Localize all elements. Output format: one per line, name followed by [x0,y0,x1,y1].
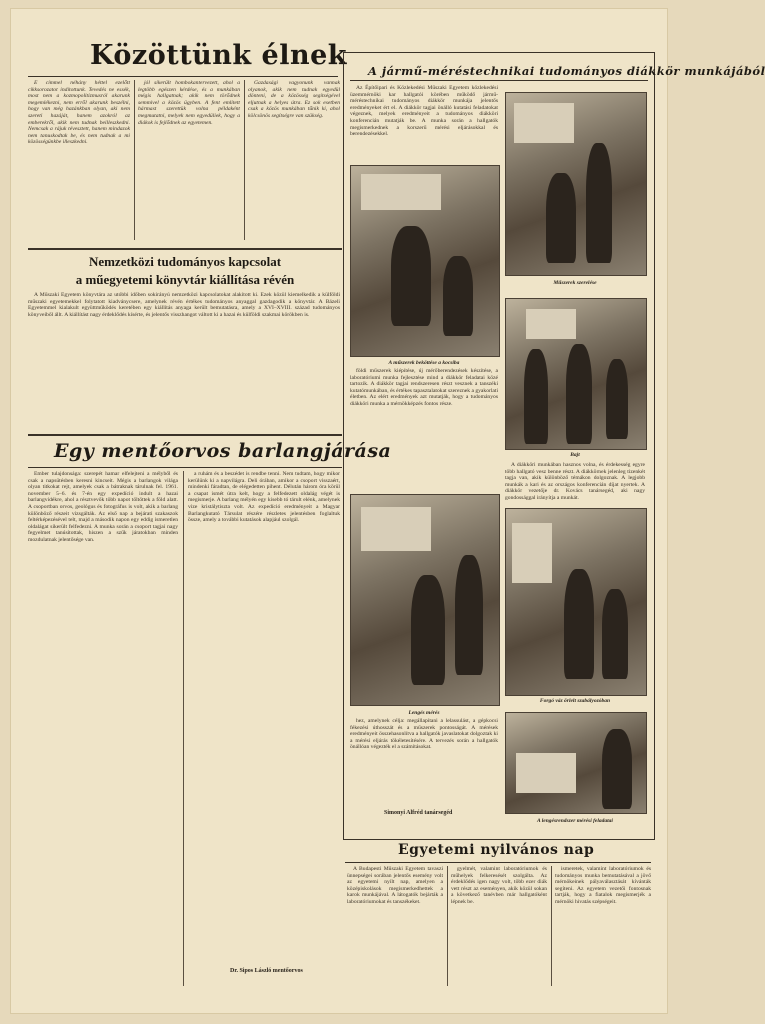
column-divider [244,80,245,240]
article2-title-line2: a műegyetemi könyvtár kiállítása révén [75,272,295,287]
photo-lab-bajt [505,298,647,450]
photo-instrument-assembly [505,92,647,276]
left-headline: Közöttünk élnek [90,40,347,71]
section-rule [28,434,342,436]
column-divider [447,866,448,986]
photo-instrument-in-car [350,165,500,357]
photo-oscillation-measurement [350,494,500,706]
headline-rule [28,467,342,468]
right-article2-headline: Egyetemi nyilvános nap [398,842,595,858]
photo6-caption: A lengésrendszer mérési feladatai [537,818,613,824]
photo-rotating-frame [505,508,647,696]
headline-rule [350,80,648,81]
article3-signature: Dr. Sipos László mentőorvos [230,968,303,974]
photo3-caption: Bajt [570,452,580,458]
column-divider [134,80,135,240]
right-signature: Simonyi Alfréd tanársegéd [384,810,453,816]
intro-column-1: E címmel néhány héttel ezelőtt cikksorozatot indítottunk. Tevedés ne essék, most nem a kozmopolitizmusról akarunk megemlékezni, nem erről akarunk beszélni, hogy van még hazánkban olyan, aki nem szereti hazáját, hanem azokról az emberekről, akik nem tudnak beilleszkedni. Nemcsak a rájuk tévesztett, hanem mindazok nem tanuskodtak be, és nem tudnak a mi közösségünkbe illeszkedni. [28,80,130,146]
photo1-caption: Műszerek szerelése [553,280,597,286]
right-headline: A jármű-méréstechnikai tudományos diákkör munkájából [368,64,765,78]
article3-column-2: a ruhám és a beszédet is rendbe tenni. Nem tudtam, hogy mikor kerülünk ki a napvilágra. Deli órában, amikor a csoport visszaért, mindenki fáradtan, de elégedetten pihent. Délután három óra körül a csapat ismét útra kelt, hogy a felfedezett oldalág végét is megismerje. A barlang mélyén egy kisebb tó tárult elénk, amelynek vize kristálytiszta volt. Az expedíció eredményeit a Magyar Barlangkutató Társulat részére részletes jelentésben foglaltuk össze, amely a további kutatások alapjául szolgál. [188,471,340,524]
article2-title-line1: Nemzetközi tudományos kapcsolat [88,254,282,269]
intro-column-2: jól sikerült hombokantervezett, ahol a legtöbb egészen kérdése, és a munkában mégis hallgatnak; akik nem törődnek semmivel a közös ügyben. A fent említett hármast szerettük volna példaként megmutatni, melyek nem egyedüliek, hogy a diákok is fejlődnek az egyetemen. [138,80,240,126]
right-column-1: Az Építőipari és Közlekedési Műszaki Egyetem közlekedési üzemmérnöki kar hallgatói körében működő jármű-méréstechnikai tudományos diákkör munkája jelentős eredményeket ért el. A diákkör tagjai önálló kutatási feladatokat végeznek, melyek eredményeit a tudományos diákköri konferencián mutatják be. A munka során a hallgatók megismerkednek a korszerű mérési eljárásokkal és berendezésekkel. [350,85,498,138]
column-divider [551,866,552,986]
right-column-3: A diákköri munkában hasznos volna, és érdekesség egyre több hallgató vesz benne részt. A diákkörnek jelenleg tizenkét tagja van, akik különböző témákon dolgoznak. A legjobb munkák a kari és az országos konferencián díjat nyertek. A diákkör vezetője dr. Kovács tanársegéd, aki nagy gondossággal irányítja a munkát. [505,462,645,501]
photo-measurement-tasks [505,712,647,814]
article2-body: A Műszaki Egyetem könyvtára az utóbbi időben sokirányú nemzetközi kapcsolatokat alakított ki. Ezek közül kiemelkedik a külföldi műszaki egyetemekkel folytatott kiadványcsere, amelynek révén értékes tudományos anyaggal gazdagodik a könyvtár. A Bázeli Egyetemmel kialakult együttműködés keretében egy kiállítás anyaga került bemutatásra, amely a XVI–XVIII. század tudományos könyveiből állt. A kiállítást nagy érdeklődés kísérte, és jelentős visszhangot váltott ki a hazai és külföldi szakmai körökben is. [28,292,340,318]
section-rule [28,248,342,250]
headline-rule [345,862,651,863]
article3-headline: Egy mentőorvos barlangjárása [54,440,392,462]
photo4-caption: Lengés mérés [408,710,440,716]
right-article2-column-2: gyelmét, valamint laboratóriumok és műhelyek felkeresését szolgálta. Az érdeklődés igen nagy volt, több ezer diák vett részt az eseményen, akik közül sokan a következő tanévben már hallgatóként lépnek be. [451,866,547,905]
article3-column-1: Ember tulajdonsága: szerepét hamar elfelejteni a mélyből és csak a napsütésben keresni kincseit. Mégis a barlangok világa olyan titkokat rejt, amelyek csak a bátraknak tárulnak fel. 1961. november 5–6. és 7-én egy expedíció indult a hazai barlangvidékre, ahol a résztvevők több napot töltöttek a föld alatt. A csoportban orvos, geológus és fotográfus is volt, akik a barlang különböző részeit vizsgálták. Az első nap a bejárati szakaszok feltérképezésével telt, majd a második napon egy eddig ismeretlen oldalágat sikerült felfedezni. A munka során a csoport tagjai nagy fegyelmet tanúsítottak, hiszen a szűk járatokban minden mozdulatnak jelentősége van. [28,471,178,543]
right-column-2: földi műszerek kiépítése, új mérőberendezések készítése, a laboratóriumi munka fejlesztése mind a diákkör feladatai közé tartozik. A diákkör tagjai rendszeresen részt vesznek a tanszéki kutatómunkában, és értékes tapasztalatokat szereznek a gyakorlati életben. Az elért eredmények azt mutatják, hogy a tudományos diákköri munka a mérnökképzés fontos része. [350,368,499,407]
headline-rule [28,76,338,77]
column-divider [183,471,184,986]
right-column-4: hez, amelynek célja: megállapítani a lelassulást, a gépkocsi fékezési úthosszát és a műszerek pontosságát. A mérések eredményeit összehasonlítva a hallgatók javaslatokat dolgoztak ki a mérési eljárás tökéletesítésére. A tervezés során a hallgatók önállóan végezték el a számításokat. [350,718,498,751]
photo5-caption: Forgó váz örlelt szabályozóban [539,698,611,704]
intro-column-3: Gazdasági vagyonunk vannak olyanok, akik nem tudnak egyedül dönteni, de a közösség segítségével eljutnak a helyes útra. Ez sok esetben csak a közös munkában tűnik ki, ahol kölcsönös segítségre van szükség. [248,80,340,119]
right-article2-column-3: ismeretek, valamint laboratóriumok és tudományos munka bemutatásával a jövő mérnökeinek pályaválasztását kívánták segíteni. Az egyetem vezetői fontosnak tartják, hogy a fiatalok megismerjék a mérnöki hivatás szépségeit. [555,866,651,905]
right-article2-column-1: A Budapesti Műszaki Egyetem tavaszi ünnepségei sorában jelentős esemény volt az egyetemi nyílt nap, amelyen a középiskolások megismerkedhettek a karok munkájával. A látogatók bejárták a laboratóriumokat és tanszékeket. [347,866,443,905]
photo2-caption: A műszerek beköttése a kocsiba [388,360,460,366]
